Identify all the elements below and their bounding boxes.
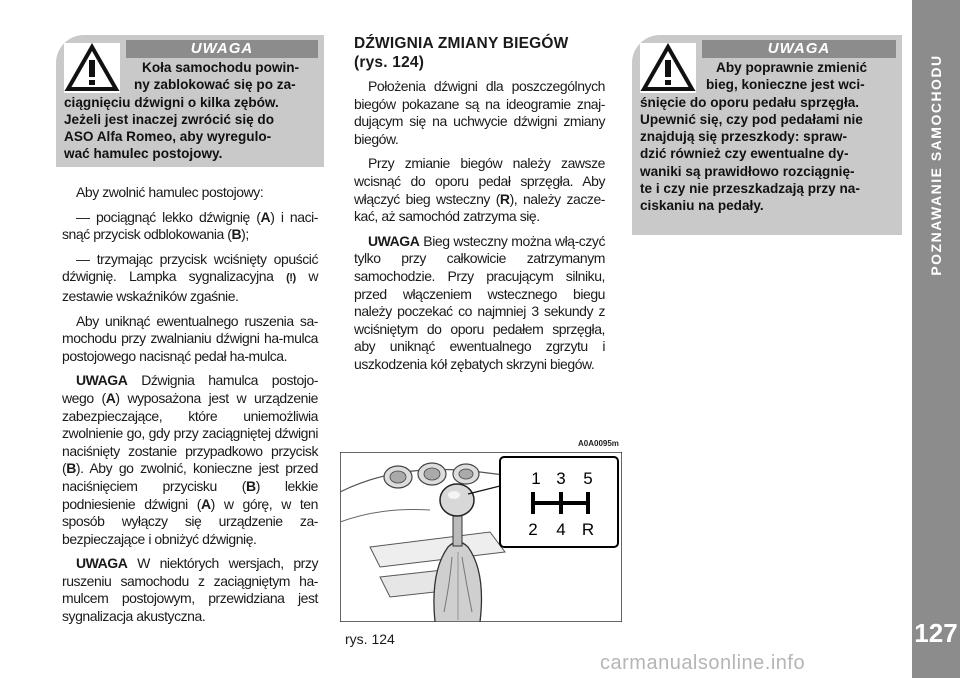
gear-label: 3 [556, 469, 566, 488]
paragraph: Aby uniknąć ewentualnego ruszenia sa-mochodu przy zwalnianiu dźwigni ha-mulca postojowego nacisnąć pedał ha-mulca. [62, 312, 318, 364]
warning-text: Aby poprawnie zmienić bieg, konieczne jest wci- śnięcie do oporu pedału sprzęgła. Upewnić się, czy pod pedałami nie znajdują się przeszkody: spraw- dzić również czy ewentualne dy- waniki są prawidłowo rozciągnię- te i czy nie przeszkadzają przy na- ciskaniu na pedały. [640, 60, 868, 214]
gear-label: 4 [556, 520, 566, 539]
paragraph: — pociągnąć lekko dźwignię (A) i naci-snąć przycisk odblokowania (B); [62, 208, 318, 243]
gear-label: 2 [528, 520, 538, 539]
gearshift-figure [340, 452, 622, 622]
brake-warning-icon: (!) [286, 272, 296, 285]
paragraph: UWAGA W niektórych wersjach, przy ruszeniu samochodu z zaciągniętym ha-mulcem postojowym, przewidziana jest sygnalizacja akustyczna. [62, 555, 318, 625]
gear-label: R [581, 520, 595, 539]
section-heading: DŹWIGNIA ZMIANY BIEGÓW (rys. 124) [354, 35, 569, 71]
warning-header: UWAGA [126, 40, 318, 58]
paragraph: — trzymając przycisk wciśnięty opuścić dźwignię. Lampka sygnalizacyjna (!) w zestawie wskaźników zgaśnie. [62, 250, 318, 304]
figure-caption: rys. 124 [345, 631, 395, 647]
left-column [62, 184, 318, 633]
paragraph: UWAGA Dźwignia hamulca postojo-wego (A) wyposażona jest w urządzenie zabezpieczające, które uniemożliwia zwolnienie go, gdy przy zaciągniętej dźwigni naciśnięty zostanie przypadkowo przycisk (B). Aby go zwolnić, konieczne jest przed naciśnięciem przycisku (B) lekkie podniesienie dźwigni (A) w górę, w ten sposób wyłączy się urządzenie za-bezpieczające i obniżyć dźwignię. [62, 372, 318, 547]
gear-label: 5 [583, 469, 593, 488]
watermark: carmanualsonline.info [600, 652, 806, 674]
paragraph: Przy zmianie biegów należy zawsze wcisnąć do oporu pedał sprzęgła. Aby włączyć bieg wsteczny (R), należy zacze-kać, aż samochód zatrzyma się. [354, 155, 605, 225]
figure-code: A0A0095m [578, 439, 619, 448]
warning-box-left [56, 35, 324, 167]
paragraph: Aby zwolnić hamulec postojowy: [76, 184, 264, 200]
warning-box-right [632, 35, 902, 235]
middle-column [354, 78, 605, 381]
paragraph: UWAGA Bieg wsteczny można włą-czyć tylko przy całkowicie zatrzymanym samochodzie. Przy pracującym silniku, przed włączeniem wstecznego biegu należy poczekać co najmniej 3 sekundy z wciśniętym do oporu pedałem sprzęgła, aby uniknąć ewentualnego zgrzytu i uszkodzenia kół zębatych skrzyni biegów. [354, 232, 605, 372]
paragraph: Położenia dźwigni dla poszczególnych biegów pokazane są na ideogramie znaj-dującym się na uchwycie dźwigni zmiany biegów. [354, 78, 605, 147]
warning-text: Koła samochodu powin- ny zablokować się po za- ciągnięciu dźwigni o kilka zębów. Jeżeli jest inaczej zwrócić się do ASO Alfa Romeo, aby wyregulo- wać hamulec postojowy. [64, 60, 300, 162]
page-number: 127 [914, 618, 958, 648]
gear-label: 1 [531, 469, 541, 488]
warning-header: UWAGA [702, 40, 896, 58]
section-title: POZNAWANIE SAMOCHODU [928, 54, 944, 276]
